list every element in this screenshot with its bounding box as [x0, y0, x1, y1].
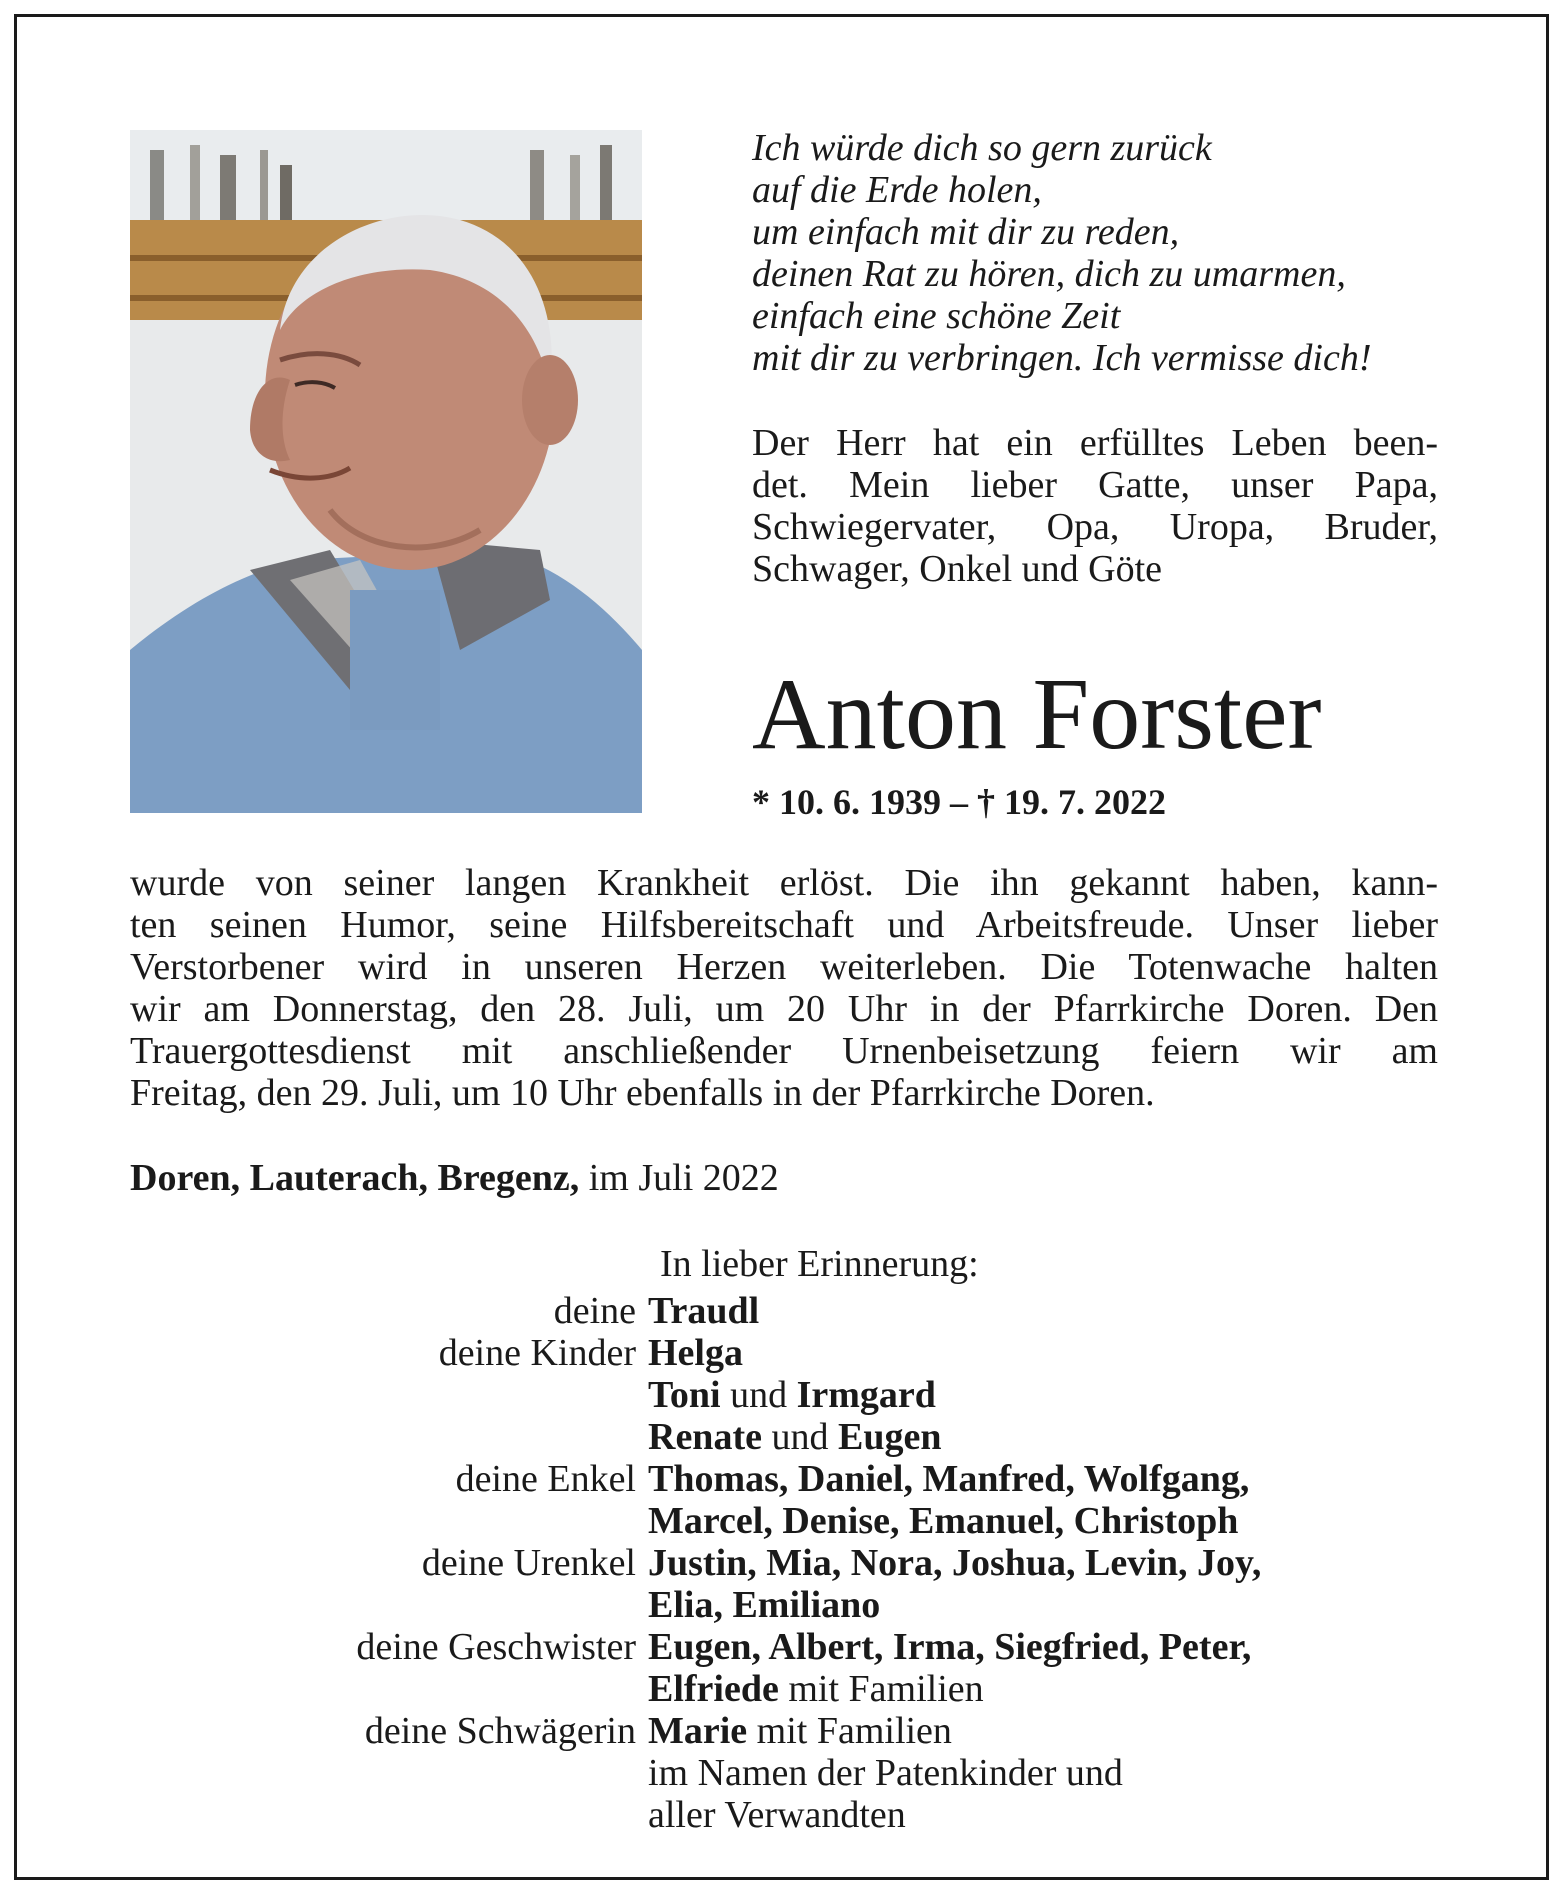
intro-text: [752, 422, 1438, 590]
portrait-photo: [130, 130, 642, 813]
connector-text: mit Familien: [747, 1710, 952, 1752]
family-row: [130, 1668, 1460, 1710]
body-line: Trauergottesdienst mit anschließender Urnenbeisetzung feiern wir am: [130, 1030, 1438, 1072]
closing-text: aller Verwandten: [648, 1794, 906, 1836]
family-list: [130, 1290, 1460, 1836]
place-date: [130, 1157, 1430, 1199]
body-line: wir am Donnerstag, den 28. Juli, um 20 Uhr in der Pfarrkirche Doren. Den: [130, 988, 1438, 1030]
relation-label: deine Enkel: [455, 1458, 636, 1500]
family-row: [130, 1416, 1460, 1458]
body-line: ten seinen Humor, seine Hilfsbereitschaft und Arbeitsfreude. Unser lieber: [130, 904, 1438, 946]
poem: [752, 127, 1452, 379]
relation-label: deine: [553, 1290, 636, 1332]
relation-label: deine Geschwister: [356, 1626, 636, 1668]
family-names: Eugen, Albert, Irma, Siegfried, Peter,: [648, 1626, 1252, 1668]
body-line: wurde von seiner langen Krankheit erlöst. Die ihn gekannt haben, kann-: [130, 862, 1438, 904]
family-names: Elfriede: [648, 1668, 779, 1710]
poem-line: einfach eine schöne Zeit: [752, 295, 1121, 337]
family-names: Eugen: [837, 1416, 942, 1458]
poem-line: mit dir zu verbringen. Ich vermisse dich!: [752, 337, 1372, 379]
family-names: Thomas, Daniel, Manfred, Wolfgang,: [648, 1458, 1250, 1500]
family-names: Marcel, Denise, Emanuel, Christoph: [648, 1500, 1239, 1542]
relation-label: deine Urenkel: [421, 1542, 636, 1584]
poem-line: auf die Erde holen,: [752, 169, 1042, 211]
intro-line: det. Mein lieber Gatte, unser Papa,: [752, 464, 1438, 506]
intro-line: Der Herr hat ein erfülltes Leben been-: [752, 422, 1438, 464]
place-towns: Doren, Lauterach, Bregenz,: [130, 1157, 580, 1199]
family-row: [130, 1626, 1460, 1668]
intro-line: Schwiegervater, Opa, Uropa, Bruder,: [752, 506, 1438, 548]
family-row: [130, 1584, 1460, 1626]
family-names: Traudl: [648, 1290, 760, 1332]
poem-line: Ich würde dich so gern zurück: [752, 127, 1212, 169]
family-names: Irmgard: [796, 1374, 936, 1416]
family-names: Toni: [648, 1374, 721, 1416]
place-month: im Juli 2022: [579, 1157, 779, 1199]
intro-line: Schwager, Onkel und Göte: [752, 548, 1163, 590]
family-row: [130, 1458, 1460, 1500]
family-row: [130, 1374, 1460, 1416]
relation-label: deine Kinder: [438, 1332, 636, 1374]
family-row: [130, 1500, 1460, 1542]
family-row: [130, 1290, 1460, 1332]
family-names: Marie: [648, 1710, 748, 1752]
family-row: [130, 1542, 1460, 1584]
connector-text: mit Familien: [778, 1668, 984, 1710]
family-row: [130, 1752, 1460, 1794]
family-names: Helga: [648, 1332, 743, 1374]
deceased-name: Anton Forster: [752, 658, 1322, 771]
body-line: Freitag, den 29. Juli, um 10 Uhr ebenfalls in der Pfarrkirche Doren.: [130, 1072, 1155, 1114]
poem-line: deinen Rat zu hören, dich zu umarmen,: [752, 253, 1346, 295]
closing-text: im Namen der Patenkinder und: [648, 1752, 1123, 1794]
poem-line: um einfach mit dir zu reden,: [752, 211, 1180, 253]
connector-text: und: [761, 1416, 838, 1458]
family-names: Justin, Mia, Nora, Joshua, Levin, Joy,: [648, 1542, 1262, 1584]
life-dates: * 10. 6. 1939 – † 19. 7. 2022: [752, 782, 1166, 822]
family-names: Renate: [648, 1416, 762, 1458]
family-row: [130, 1794, 1460, 1836]
family-row: [130, 1332, 1460, 1374]
family-row: [130, 1710, 1460, 1752]
connector-text: und: [720, 1374, 797, 1416]
family-names: Elia, Emiliano: [648, 1584, 881, 1626]
memory-label: In lieber Erinnerung:: [660, 1243, 979, 1285]
relation-label: deine Schwägerin: [364, 1710, 636, 1752]
announcement-text: [130, 862, 1438, 1114]
body-line: Verstorbener wird in unseren Herzen weiterleben. Die Totenwache halten: [130, 946, 1438, 988]
